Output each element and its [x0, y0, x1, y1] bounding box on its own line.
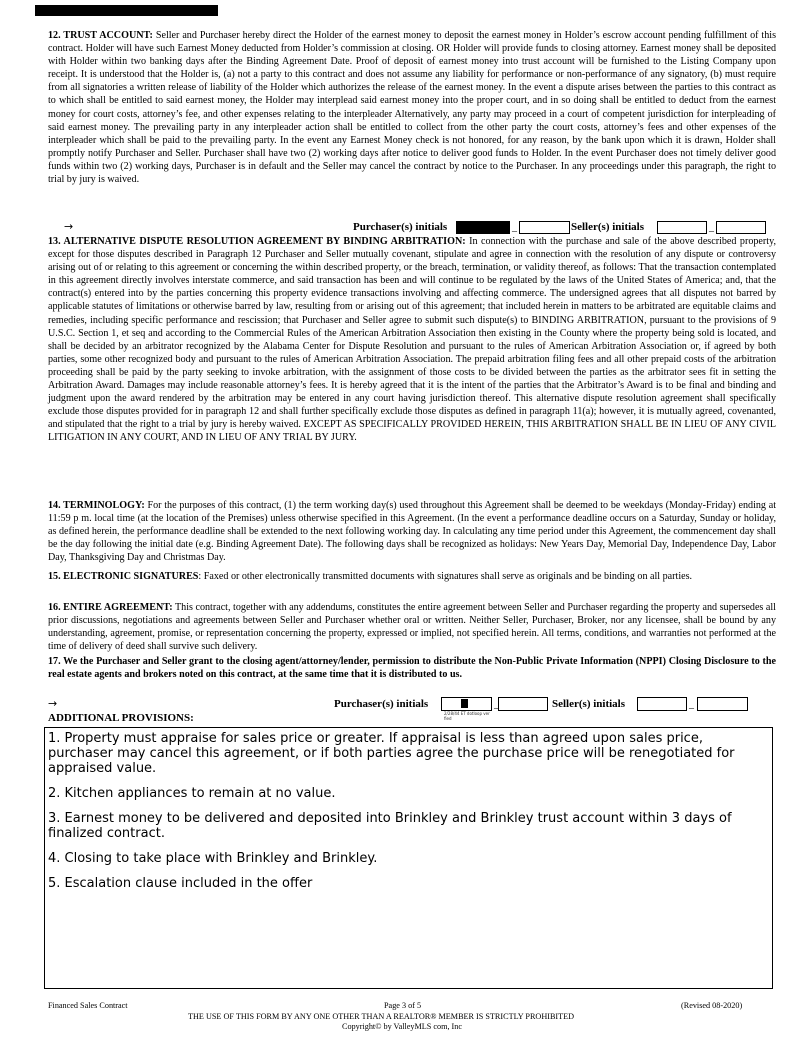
footer-form-name: Financed Sales Contract [48, 1001, 128, 1010]
purchaser-initials-box-2[interactable] [519, 221, 570, 234]
paragraph-13-body: In connection with the purchase and sale of the above described property, except for those disputes described in Paragraph 12 Purchaser and Seller mutually covenant, stipulate and agree in connection with the resolution of any dispute or controversy arising out of or relating to this agreement or concerning the within described property, or the breach, termination, or validity thereof, as follows: That the transaction contemplated in this agreement directly involves interstate commerce, and said transaction has been and will continue to be regulated by the laws of the United States of America; and, that the contract(s) entered into by the parties concerning this property evidence transactions involving and affecting commerce. The undersigned agrees that all disputes not barred by applicable statutes of limitations or otherwise barred by law, resulting from or arising out of this agreement; that included herein in matters to be arbitrated are equitable claims and remedies, including specific performance and rescission; that Purchaser and Seller agree to submit such dispute(s) to BINDING ARBITRATION, pursuant to the provisions of 9 U.S.C. Section 1, et seq and according to the Commercial Rules of the American Arbitration Association then existing in the County where the property being sold is located, and shall be decided by an arbitrator recognized by the Alabama Center for Dispute Resolution and pursuant to the rules of American Arbitration Association or, if agreed by both parties, some other recognized body and pursuant to the rules of American Arbitration Association. The prepaid arbitration filing fees and all other prepaid costs of the arbitration proceeding shall be paid by the party seeking to invoke arbitration, with the assignment of those costs to be divided between the parties as the arbitrator sees fit in setting the Arbitration Award. Damages may include reasonable attorney’s fees. It is hereby agreed that it is the intent of the parties that the Arbitrator’s Award is to be final and binding and judgment upon the award rendered by the arbitration may be entered in any court having jurisdiction thereof. This alternative dispute resolution agreement shall specifically exclude those disputes provided for in paragraph 12 and shall further specifically exclude those disputes as defined in paragraph 11(a); however, it is mutually agreed, covenanted, and stipulated that the right to a trial by jury is hereby waived. EXCEPT AS SPECIFICALLY PROVIDED HEREIN, THIS ARBITRATION SHALL BE IN LIEU OF ANY CIVIL LITIGATION IN ANY COURT, AND IN LIEU OF ANY TRIAL BY JURY. [48, 236, 776, 444]
arrow-icon: → [48, 697, 58, 710]
arrow-icon: → [64, 220, 74, 233]
purchaser-initials-box-1[interactable] [456, 221, 510, 234]
seller-initials-label: Seller(s) initials [571, 221, 645, 233]
paragraph-16-heading: 16. ENTIRE AGREEMENT: [48, 602, 173, 613]
paragraph-16-body: This contract, together with any addendums, constitutes the entire agreement between Seller and Purchaser regarding the property and supersedes all prior discussions, negotiations and agreements between Seller and Purchaser whether oral or written. Neither Seller, Purchaser, Broker, nor any licensee, shall be bound by any understanding, agreement, promise, or representation concerning the property, expressed or implied, not specified herein. All terms, conditions, and warranties not performed at the time of delivery of deed shall survive such delivery. [48, 602, 776, 653]
provision-item: 4. Closing to take place with Brinkley and Brinkley. [48, 851, 378, 866]
initials-mark [461, 699, 468, 708]
purchaser-initials-label: Purchaser(s) initials [353, 221, 448, 233]
paragraph-12-heading: 12. TRUST ACCOUNT: [48, 30, 153, 41]
paragraph-16-entire-agreement [48, 601, 776, 653]
paragraph-15-electronic-signatures [48, 570, 776, 583]
paragraph-17-nppi: 17. We the Purchaser and Seller grant to the closing agent/attorney/lender, permission to distribute the Non-Public Private Information (NPPI) Closing Disclosure to the real estate agents and brokers noted on this contract, at the same time that it is distributed to us. [48, 656, 776, 681]
footer-notice: THE USE OF THIS FORM BY ANY ONE OTHER THAN A REALTOR® MEMBER IS STRICTLY PROHIBITED [188, 1012, 575, 1021]
dotloop-verified-stamp: 2/28/44 ET dotloop ver fied [444, 711, 490, 721]
seller-initials-label: Seller(s) initials [552, 698, 626, 710]
initials-row-1: → Purchaser(s) initials _ Seller(s) initials _ [48, 220, 776, 236]
paragraph-12-body: Seller and Purchaser hereby direct the Holder of the earnest money to deposit the earnest money in Holder’s escrow account pending fulfillment of this contract. Holder will have such Earnest Money deducted from Holder’s commission at closing. OR Holder will provide funds to closing attorney. Earnest money shall be deposited with Holder within two banking days after the Binding Agreement Date. Proof of deposit of earnest money into trust account will be furnished to the Listing Company upon receipt. It is understood that the Holder is, (a) not a party to this contract and does not assume any liability for performance or non-performance of any signatory, (b) must require from all signatories a written release of liability of the Holder which authorizes the release of the earnest money. In the event a dispute arises between the parties to this contract as to which shall be entitled to said earnest money, the Holder may interplead said earnest money into the proper court, and in so doing shall be entitled to deduct from the earnest money for court costs, attorney’s fee, and other expenses relating to the interpleader Alternatively, any party may proceed in a court of competent jurisdiction for interpleading of said earnest money. The prevailing party in any interpleader action shall be entitled to collect from the other party the court costs, attorney’s fees and other expenses of the interpleader which shall be paid to the prevailing party. In the event any Earnest Money check is not honored, for any reason, by the bank upon which it is drawn, Holder shall promptly notify Purchaser and Seller. Purchaser shall have two (2) working days after notice to deliver good funds to Holder. In the event Purchaser does not timely deliver good funds within two (2) working days, Purchaser is in default and the Seller may cancel the contract by notice to the Purchaser. In any proceedings under this paragraph, the right to trial by jury is waived. [48, 30, 777, 186]
seller-initials-box-1[interactable] [657, 221, 707, 234]
provision-item: 2. Kitchen appliances to remain at no value. [48, 786, 336, 801]
provision-item: 1. Property must appraise for sales price or greater. If appraisal is less than agreed upon sales price, purchaser may cancel this agreement, or if both parties agree the purchase price will be renegotiated for appraised value. [48, 731, 735, 776]
footer-revised: (Revised 08-2020) [681, 1001, 743, 1010]
paragraph-13-heading: 13. ALTERNATIVE DISPUTE RESOLUTION AGREEMENT BY BINDING ARBITRATION: [48, 236, 466, 247]
provision-item: 3. Earnest money to be delivered and deposited into Brinkley and Brinkley trust account within 3 days of finalized contract. [48, 811, 732, 841]
seller-initials-box-2[interactable] [716, 221, 766, 234]
additional-provisions-box[interactable] [44, 727, 773, 989]
seller-initials-box-1[interactable] [637, 697, 687, 711]
purchaser-initials-label: Purchaser(s) initials [334, 698, 429, 710]
paragraph-15-body: : Faxed or other electronically transmitted documents with signatures shall serve as originals and be binding on all parties. [198, 571, 693, 582]
purchaser-initials-box-2[interactable] [498, 697, 548, 711]
footer-copyright: Copyright© by ValleyMLS com, Inc [342, 1022, 463, 1031]
footer-page-number: Page 3 of 5 [384, 1001, 422, 1010]
redaction-bar-header [35, 5, 218, 16]
seller-initials-box-2[interactable] [697, 697, 748, 711]
paragraph-14-heading: 14. TERMINOLOGY: [48, 500, 145, 511]
paragraph-14-terminology [48, 499, 776, 564]
paragraph-15-heading: 15. ELECTRONIC SIGNATURES [48, 571, 199, 582]
paragraph-13-arbitration [48, 235, 776, 445]
purchaser-initials-box-1[interactable] [441, 697, 492, 711]
paragraph-14-body: For the purposes of this contract, (1) the term working day(s) used throughout this Agreement shall be deemed to be weekdays (Monday-Friday) ending at 11:59 p m. local time (at the location of the Premises) unless otherwise specified in this Agreement. (In the event a performance deadline occurs on a Saturday, Sunday or holiday, as defined herein, the performance deadline shall be extended to the next following working day. In calculating any time period under this Agreement, the commencement day shall be the day following the initial date (e.g. Binding Agreement Date). The following days shall be recognized as holidays: New Years Day, Memorial Day, Independence Day, Labor Day, Thanksgiving Day and Christmas Day. [48, 500, 777, 564]
provision-item: 5. Escalation clause included in the offer [48, 876, 313, 891]
initials-row-2: → Purchaser(s) initials 2/28/44 ET dotloop ver fied _ Seller(s) initials _ [48, 697, 776, 713]
paragraph-12-trust-account [48, 29, 776, 186]
additional-provisions-heading: ADDITIONAL PROVISIONS: [48, 712, 194, 724]
